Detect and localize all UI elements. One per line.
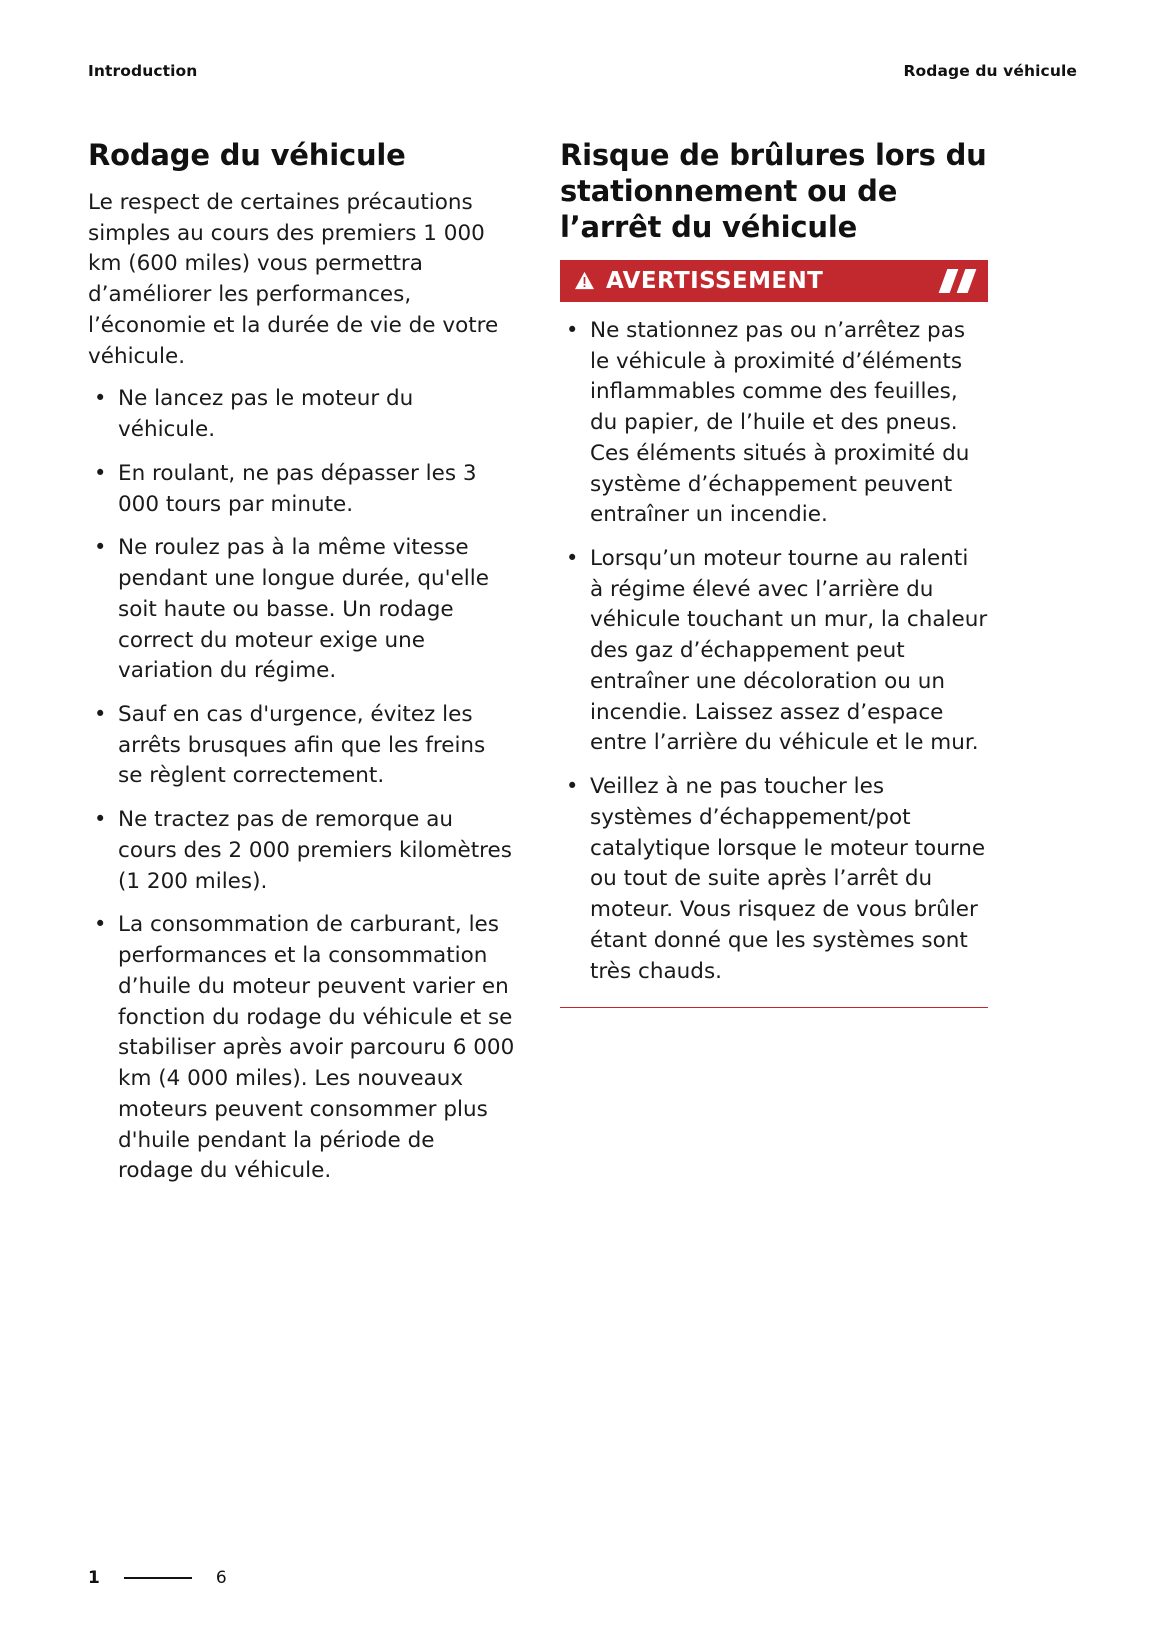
left-bullet-list [88,384,516,1187]
list-item: • La consommation de carburant, les performances et la consommation d’huile du moteur peuvent varier en fonction du rodage du véhicule et se stabiliser après avoir parcouru 6 000 km (4 000 miles). Les nouveaux moteurs peuvent consommer plus d'huile pendant la période de rodage du véhicule. [88,910,516,1187]
body-columns [88,138,1077,1200]
intro-paragraph: Le respect de certaines précautions simples au cours des premiers 1 000 km (600 miles) vous permettra d’améliorer les performances, l’économie et la durée de vie de votre véhicule. [88,189,499,369]
list-item: • Ne lancez pas le moteur du véhicule. [88,384,516,445]
left-column [88,138,516,1200]
list-item: • Ne tractez pas de remorque au cours des 2 000 premiers kilomètres (1 200 miles). [88,805,516,897]
list-item: • En roulant, ne pas dépasser les 3 000 tours par minute. [88,459,516,520]
right-column [560,138,988,1008]
running-head-left: Introduction [88,62,198,80]
running-head [88,62,1077,80]
page-footer [88,1568,227,1588]
chapter-number: 1 [88,1568,100,1588]
section-title-burn-risk: Risque de brûlures lors du stationnement ou de l’arrêt du véhicule [560,138,987,244]
warning-label: AVERTISSEMENT [606,267,824,294]
list-item: • Ne stationnez pas ou n’arrêtez pas le véhicule à proximité d’éléments inflammables comme des feuilles, du papier, de l’huile et des pneus. Ces éléments situés à proximité du système d’échappement peuvent entraîner un incendie. [560,316,988,531]
warning-bottom-rule [560,1007,988,1008]
list-item: • Sauf en cas d'urgence, évitez les arrêts brusques afin que les freins se règlent correctement. [88,700,516,792]
warning-stripes-icon [943,260,972,302]
page-title: Rodage du véhicule [88,138,406,172]
list-item: • Ne roulez pas à la même vitesse pendant une longue durée, qu'elle soit haute ou basse. Un rodage correct du moteur exige une variation du régime. [88,533,516,687]
list-item: • Veillez à ne pas toucher les systèmes d’échappement/pot catalytique lorsque le moteur tourne ou tout de suite après l’arrêt du moteur. Vous risquez de vous brûler étant donné que les systèmes sont très chauds. [560,772,988,987]
warning-bullet-list [560,316,988,987]
page-number: 6 [215,1568,227,1588]
list-item: • Lorsqu’un moteur tourne au ralenti à régime élevé avec l’arrière du véhicule touchant un mur, la chaleur des gaz d’échappement peut entraîner une décoloration ou un incendie. Laissez assez d’espace entre l’arrière du véhicule et le mur. [560,544,988,759]
warning-triangle-icon [574,271,595,290]
running-head-right: Rodage du véhicule [903,62,1077,80]
warning-banner [560,260,988,302]
footer-divider [124,1577,192,1579]
